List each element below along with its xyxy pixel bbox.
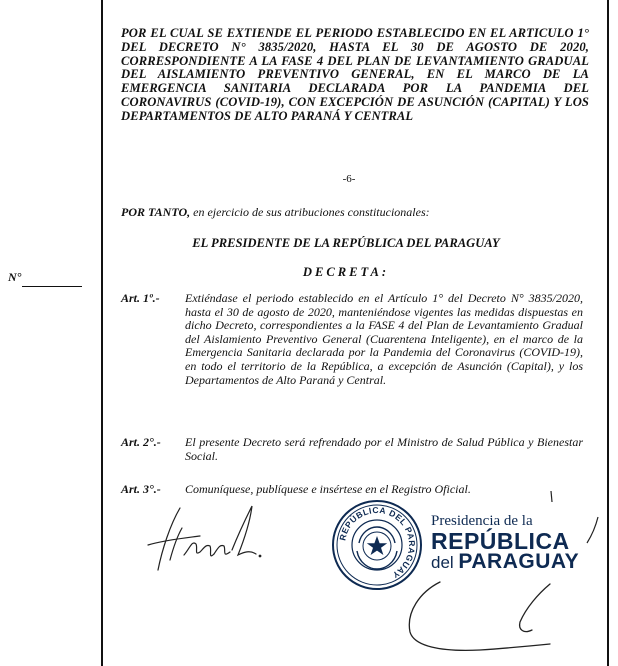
pen-stroke <box>584 515 604 545</box>
page-number <box>0 173 618 185</box>
article-3 <box>121 483 583 497</box>
logo-line-2: REPÚBLICA <box>431 528 570 554</box>
logo-line-1: Presidencia de la <box>431 513 533 529</box>
article-2 <box>121 436 583 463</box>
seal-text: REPÚBLICA DEL PARAGUAY <box>337 504 418 581</box>
decree-title: POR EL CUAL SE EXTIENDE EL PERIODO ESTABLECIDO EN EL ARTICULO 1° DEL DECRETO N° 3835/2020, HASTA EL 30 DE AGOSTO DE 2020, CORRESPONDIENTE A LA FASE 4 DEL PLAN DE LEVANTAMIENTO GRADUAL DEL AISLAMIENTO PREVENTIVO GENERAL, EN EL MARCO DE LA EMERGENCIA SANITARIA DECLARADA POR LA PANDEMIA DEL CORONAVIRUS (COVID-19), CON EXCEPCIÓN DE ASUNCIÓN (CAPITAL) Y LOS DEPARTAMENTOS DE ALTO PARANÁ Y CENTRAL <box>121 26 589 123</box>
president-heading: EL PRESIDENTE DE LA REPÚBLICA DEL PARAGUAY <box>192 236 500 250</box>
president-signature <box>140 500 280 580</box>
left-margin-line <box>101 0 103 666</box>
decreta-heading: DECRETA: <box>302 265 390 279</box>
number-label: N° <box>8 270 22 284</box>
page-number-text: -6- <box>342 173 356 185</box>
por-tanto-paragraph <box>121 205 430 220</box>
right-margin-line <box>607 0 609 666</box>
article-1 <box>121 292 583 387</box>
logo-line-3-main: PARAGUAY <box>458 550 580 573</box>
article-3-text: Comuníquese, publíquese e insértese en el Registro Oficial. <box>185 482 471 496</box>
article-2-text: El presente Decreto será refrendado por el Ministro de Salud Pública y Bienestar Social. <box>185 435 583 463</box>
number-blank-line <box>22 286 82 287</box>
article-3-label: Art. 3°.- <box>121 482 161 496</box>
por-tanto-text: en ejercicio de sus atribuciones constitucionales: <box>190 205 430 219</box>
check-mark <box>546 490 556 504</box>
minister-signature <box>400 560 560 660</box>
article-2-label: Art. 2°.- <box>121 435 161 449</box>
article-1-text: Extiéndase el periodo establecido en el Artículo 1° del Decreto N° 3835/2020, hasta el 30 de agosto de 2020, manteniéndose vigentes las medidas dispuestas en dicho Decreto, correspondientes a la FASE 4 del Plan de Levantamiento Gradual del Aislamiento Preventivo General (Cuarentena Inteligente), en el marco de la Emergencia Sanitaria declarada por la Pandemia del Coronavirus (COVID-19), en todo el territorio de la República, a excepción de Asunción (Capital), y los Departamentos de Alto Paraná y Central. <box>185 291 583 387</box>
por-tanto-bold: POR TANTO, <box>121 205 191 219</box>
logo-line-3-prefix: del <box>431 553 459 572</box>
article-1-label: Art. 1º.- <box>121 291 160 305</box>
